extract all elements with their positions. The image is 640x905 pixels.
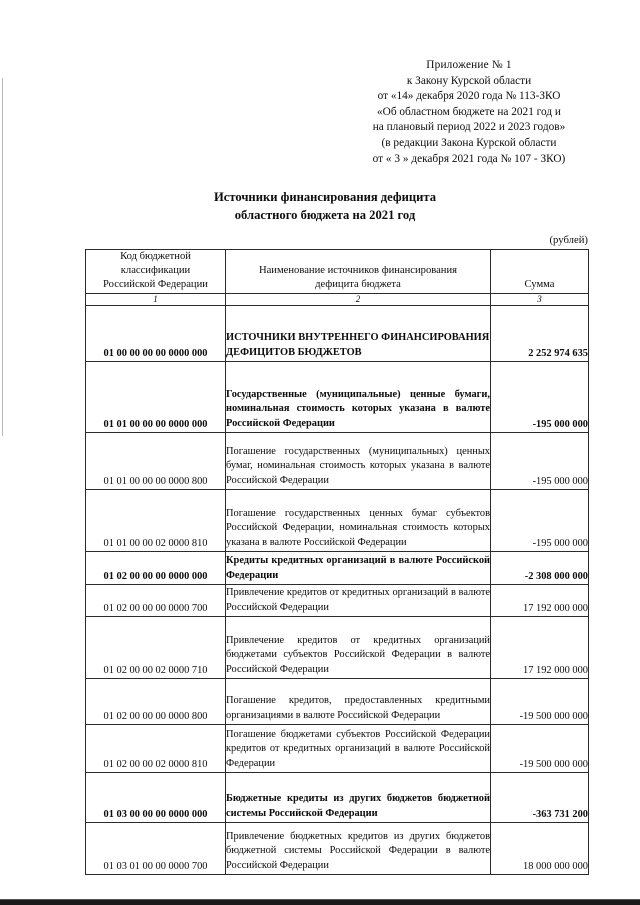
cell-budget-code: 01 01 00 00 00 0000 800 <box>86 432 226 489</box>
cell-amount: -363 731 200 <box>491 772 589 822</box>
column-number-1: 1 <box>86 293 226 305</box>
cell-source-name: Государственные (муниципальные) ценные бумаги, номинальная стоимость которых указана в валюте Российской Федерации <box>226 361 491 432</box>
cell-amount: 17 192 000 000 <box>491 584 589 616</box>
cell-amount: -195 000 000 <box>491 432 589 489</box>
column-header-name-line-2: дефицита бюджета <box>315 279 401 291</box>
cell-source-name: Погашение кредитов, предоставленных кредитными организациями в валюте Российской Федерации <box>226 678 491 724</box>
cell-source-name: ИСТОЧНИКИ ВНУТРЕННЕГО ФИНАНСИРОВАНИЯ ДЕФИЦИТОВ БЮДЖЕТОВ <box>226 305 491 361</box>
table-row <box>86 432 589 489</box>
table-row <box>86 678 589 724</box>
scan-artifact-line <box>2 78 3 436</box>
budget-sources-table <box>85 249 589 875</box>
cell-amount: -2 308 000 000 <box>491 551 589 584</box>
appendix-header-line-7: от « 3 » декабря 2021 года № 107 - ЗКО) <box>372 152 566 165</box>
appendix-header-line-2: к Закону Курской области <box>406 74 532 87</box>
cell-budget-code: 01 00 00 00 00 0000 000 <box>86 305 226 361</box>
column-number-3: 3 <box>491 293 589 305</box>
cell-budget-code: 01 03 00 00 00 0000 000 <box>86 772 226 822</box>
table-header <box>86 250 589 306</box>
cell-budget-code: 01 02 00 00 02 0000 710 <box>86 616 226 678</box>
page-title <box>95 188 555 224</box>
cell-amount: -195 000 000 <box>491 489 589 551</box>
cell-amount: 2 252 974 635 <box>491 305 589 361</box>
page-bottom-edge <box>0 900 640 905</box>
appendix-header-line-4: «Об областном бюджете на 2021 год и <box>377 105 561 118</box>
column-header-code-line-2: классификации <box>120 265 191 277</box>
cell-source-name: Привлечение кредитов от кредитных организаций в валюте Российской Федерации <box>226 584 491 616</box>
cell-source-name: Погашение государственных ценных бумаг субъектов Российской Федерации, номинальная стоимость которых указана в валюте Российской Федерации <box>226 489 491 551</box>
table-row <box>86 822 589 874</box>
appendix-header-line-3: от «14» декабря 2020 года № 113-ЗКО <box>377 90 561 103</box>
cell-source-name: Погашение бюджетами субъектов Российской Федерации кредитов от кредитных организаций в валюте Российской Федерации <box>226 724 491 772</box>
page-title-line-1: Источники финансирования дефицита <box>213 190 437 204</box>
cell-amount: -19 500 000 000 <box>491 724 589 772</box>
cell-budget-code: 01 02 00 00 00 0000 000 <box>86 551 226 584</box>
cell-amount: -195 000 000 <box>491 361 589 432</box>
appendix-header-line-6: (в редакции Закона Курской области <box>381 136 557 149</box>
cell-source-name: Привлечение бюджетных кредитов из других бюджетов бюджетной системы Российской Федерации в валюте Российской Федерации <box>226 822 491 874</box>
appendix-header-line-5: на плановый период 2022 и 2023 годов» <box>372 121 566 134</box>
cell-budget-code: 01 01 00 00 02 0000 810 <box>86 489 226 551</box>
cell-budget-code: 01 02 00 00 00 0000 800 <box>86 678 226 724</box>
page-title-line-2: областного бюджета на 2021 год <box>234 208 416 222</box>
cell-source-name: Привлечение кредитов от кредитных организаций бюджетами субъектов Российской Федерации в валюте Российской Федерации <box>226 616 491 678</box>
column-header-code-line-1: Код бюджетной <box>120 251 191 262</box>
cell-amount: 18 000 000 000 <box>491 822 589 874</box>
table-row <box>86 584 589 616</box>
column-header-code-line-3: Российской Федерации <box>103 279 208 291</box>
table-row <box>86 772 589 822</box>
cell-source-name: Погашение государственных (муниципальных) ценных бумаг, номинальная стоимость которых указана в валюте Российской Федерации <box>226 432 491 489</box>
table-row <box>86 305 589 361</box>
table-row <box>86 489 589 551</box>
cell-budget-code: 01 02 00 00 02 0000 810 <box>86 724 226 772</box>
cell-budget-code: 01 02 00 00 00 0000 700 <box>86 584 226 616</box>
table-header-row <box>86 250 589 294</box>
column-header-code <box>86 250 226 294</box>
table-row <box>86 616 589 678</box>
table-row <box>86 551 589 584</box>
column-header-name-line-1: Наименование источников финансирования <box>258 265 458 277</box>
table-column-number-row <box>86 293 589 305</box>
table-row <box>86 724 589 772</box>
appendix-header-line-1: Приложение № 1 <box>426 59 512 71</box>
units-note: (рублей) <box>549 234 588 246</box>
column-number-2: 2 <box>226 293 491 305</box>
cell-budget-code: 01 01 00 00 00 0000 000 <box>86 361 226 432</box>
table-body <box>86 305 589 874</box>
appendix-header <box>330 58 608 167</box>
cell-source-name: Кредиты кредитных организаций в валюте Российской Федерации <box>226 551 491 584</box>
table-row <box>86 361 589 432</box>
cell-source-name: Бюджетные кредиты из других бюджетов бюджетной системы Российской Федерации <box>226 772 491 822</box>
cell-amount: 17 192 000 000 <box>491 616 589 678</box>
cell-amount: -19 500 000 000 <box>491 678 589 724</box>
cell-budget-code: 01 03 01 00 00 0000 700 <box>86 822 226 874</box>
column-header-name <box>226 250 491 294</box>
column-header-sum: Сумма <box>491 250 589 294</box>
